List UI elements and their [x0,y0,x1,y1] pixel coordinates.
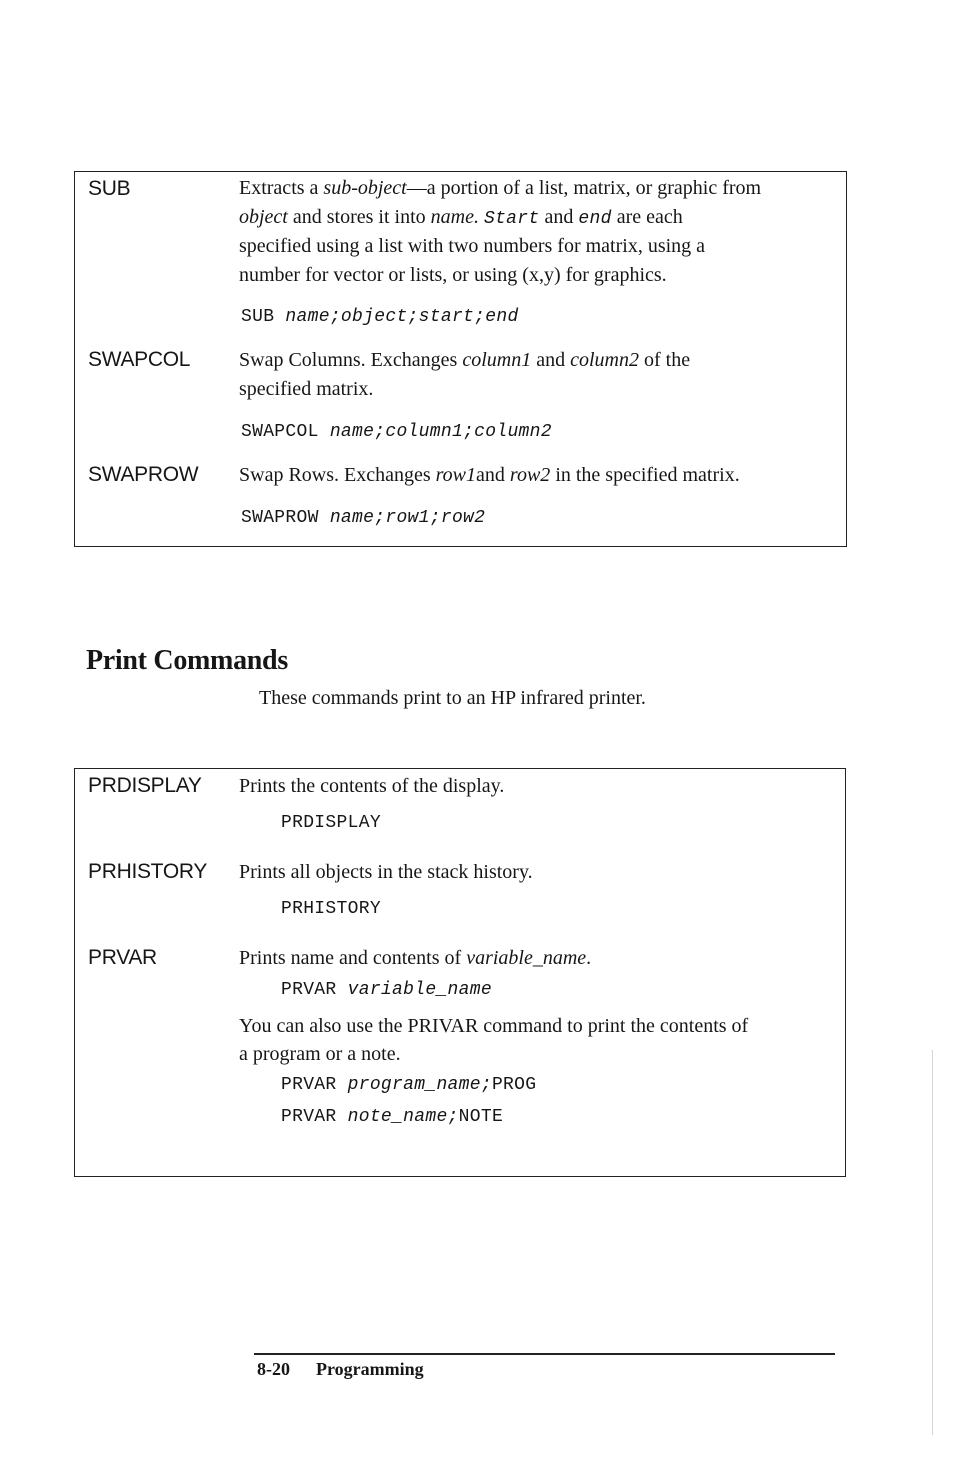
command-example-prvar-prog: PRVAR program_name;PROG [281,1075,537,1095]
command-name-sub: SUB [88,177,131,200]
command-desc-swapcol-line1: Swap Columns. Exchanges column1 and column2 of the [239,349,691,371]
command-syntax-swapcol: SWAPCOL name;column1;column2 [241,422,552,442]
chapter-name: Programming [316,1359,424,1379]
command-desc-prhistory: Prints all objects in the stack history. [239,861,533,883]
command-desc-sub-line4: number for vector or lists, or using (x,y) for graphics. [239,264,667,286]
command-note-prvar-line2: a program or a note. [239,1043,401,1065]
command-syntax-prvar: PRVAR variable_name [281,980,492,1000]
page-number: 8-20 [257,1359,290,1379]
command-desc-prvar: Prints name and contents of variable_name. [239,947,592,969]
scan-edge-line [932,1050,933,1435]
section-title: Print Commands [86,645,288,676]
command-desc-swaprow: Swap Rows. Exchanges row1and row2 in the specified matrix. [239,464,740,486]
command-desc-prdisplay: Prints the contents of the display. [239,775,505,797]
command-note-prvar-line1: You can also use the PRIVAR command to print the contents of [239,1015,749,1037]
command-example-prvar-note: PRVAR note_name;NOTE [281,1107,504,1127]
command-name-prvar: PRVAR [88,946,157,969]
section-intro: These commands print to an HP infrared printer. [259,687,646,709]
command-syntax-swaprow: SWAPROW name;row1;row2 [241,508,486,528]
command-syntax-sub: SUB name;object;start;end [241,307,519,327]
command-desc-swapcol-line2: specified matrix. [239,378,374,400]
command-name-prdisplay: PRDISPLAY [88,774,202,797]
command-name-swaprow: SWAPROW [88,463,199,486]
footer-rule [254,1353,835,1355]
command-name-swapcol: SWAPCOL [88,348,191,371]
command-name-prhistory: PRHISTORY [88,860,208,883]
command-desc-sub-line1: Extracts a sub-object—a portion of a list, matrix, or graphic from [239,177,762,199]
command-desc-sub-line2: object and stores it into name. Start and end are each [239,206,683,229]
command-syntax-prdisplay: PRDISPLAY [281,813,381,833]
command-syntax-prhistory: PRHISTORY [281,899,381,919]
command-desc-sub-line3: specified using a list with two numbers for matrix, using a [239,235,706,257]
